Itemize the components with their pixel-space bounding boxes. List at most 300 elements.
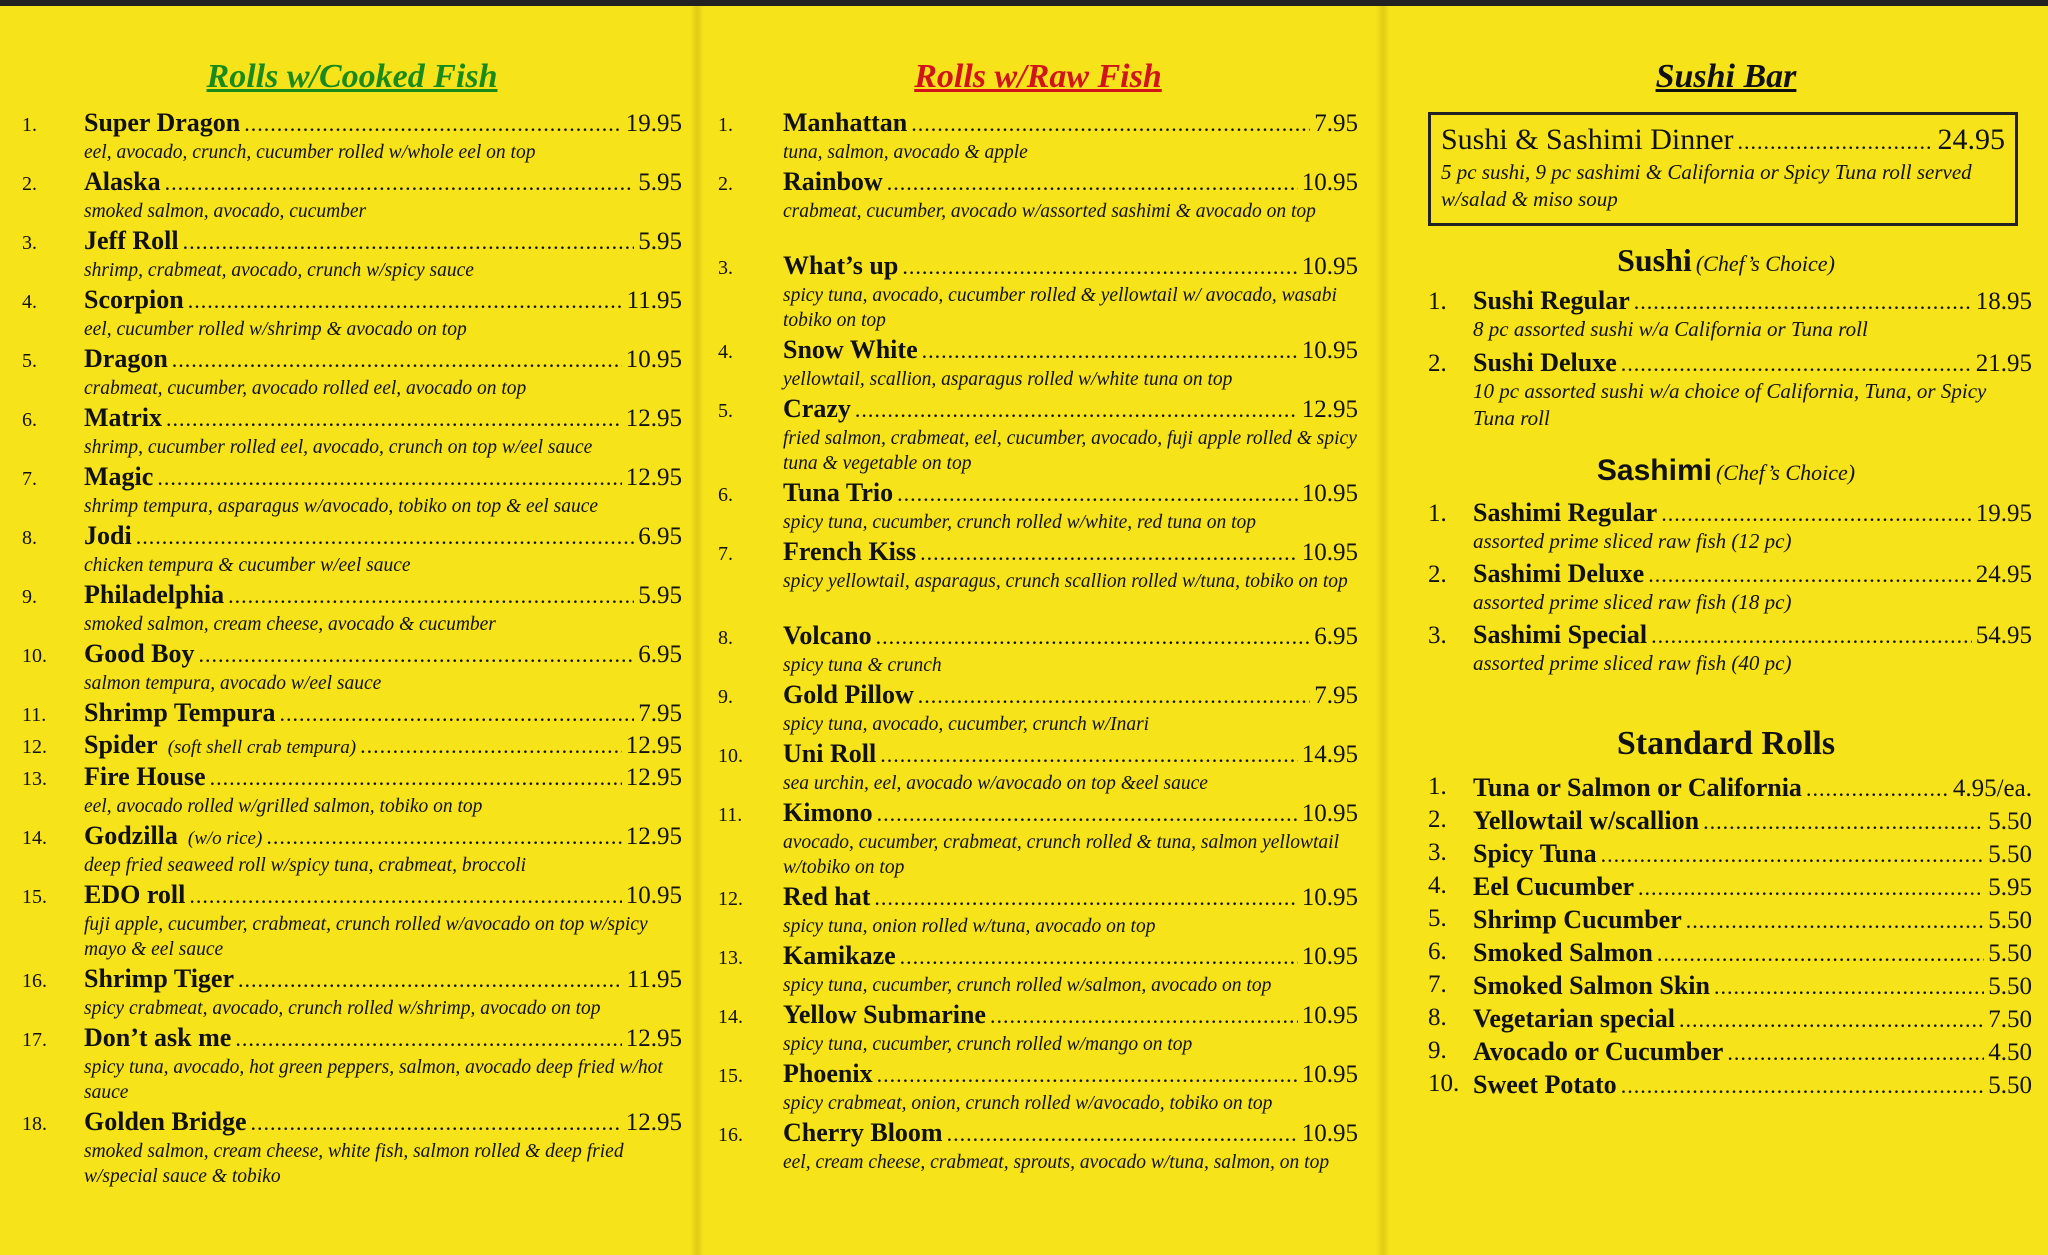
menu-item xyxy=(22,639,682,698)
dot-leader xyxy=(918,683,1311,709)
sashimi-list xyxy=(1420,498,2032,681)
item-name: Manhattan xyxy=(783,108,908,137)
item-number: 13. xyxy=(718,947,743,969)
item-number: 5. xyxy=(718,400,733,422)
item-body xyxy=(1473,559,2032,620)
item-body xyxy=(1473,905,2032,938)
item-line xyxy=(84,167,682,199)
item-price: 19.95 xyxy=(625,110,682,137)
item-body xyxy=(1473,1070,2032,1103)
item-body xyxy=(1473,620,2032,681)
dot-leader xyxy=(897,481,1298,507)
item-price: 19.95 xyxy=(1975,500,2032,527)
item-body xyxy=(783,394,1358,478)
item-body xyxy=(1473,498,2032,559)
item-price: 6.95 xyxy=(1314,623,1358,650)
menu-item xyxy=(1420,773,2032,806)
sashimi-title: Sashimi xyxy=(1596,454,1712,487)
dot-leader xyxy=(244,111,621,137)
item-body xyxy=(783,798,1358,882)
item-name: Smoked Salmon xyxy=(1473,938,1653,967)
item-number: 14. xyxy=(22,827,47,849)
item-price: 12.95 xyxy=(625,823,682,850)
item-body xyxy=(1473,1037,2032,1070)
item-name: Avocado or Cucumber xyxy=(1473,1037,1724,1066)
item-description: eel, avocado rolled w/grilled salmon, tobiko on top xyxy=(84,796,483,817)
menu-item xyxy=(718,478,1358,537)
sushi-title: Sushi xyxy=(1617,242,1692,278)
dot-leader xyxy=(947,1121,1298,1147)
item-name: What’s up xyxy=(783,251,899,280)
item-name: Spider xyxy=(84,730,158,759)
item-line xyxy=(783,1118,1358,1150)
item-name: Dragon xyxy=(84,344,168,373)
item-name: Spicy Tuna xyxy=(1473,839,1597,868)
item-body xyxy=(783,680,1358,739)
item-name: Golden Bridge xyxy=(84,1107,247,1136)
item-price: 12.95 xyxy=(625,1109,682,1136)
item-body xyxy=(1473,1004,2032,1037)
item-price: 10.95 xyxy=(1301,800,1358,827)
item-line xyxy=(783,478,1358,510)
item-description: shrimp, cucumber rolled eel, avocado, crunch on top w/eel sauce xyxy=(84,437,593,458)
menu-item xyxy=(1420,971,2032,1004)
item-description: fried salmon, crabmeat, eel, cucumber, avocado, fuji apple rolled & spicy tuna & vegetable on top xyxy=(783,428,1357,474)
item-price: 5.50 xyxy=(1988,907,2032,934)
item-name: Red hat xyxy=(783,882,871,911)
item-description: crabmeat, cucumber, avocado w/assorted sashimi & avocado on top xyxy=(783,201,1316,222)
item-body xyxy=(84,1107,682,1191)
item-description: spicy tuna & crunch xyxy=(783,655,942,676)
item-body xyxy=(84,167,682,226)
item-description: deep fried seaweed roll w/spicy tuna, crabmeat, broccoli xyxy=(84,855,527,876)
menu-item xyxy=(718,1000,1358,1059)
item-body xyxy=(1473,938,2032,971)
item-number: 8. xyxy=(1428,1004,1447,1031)
dot-leader xyxy=(877,801,1298,827)
item-name: Kimono xyxy=(783,798,873,827)
dot-leader xyxy=(210,765,622,791)
item-line xyxy=(783,108,1358,140)
cooked-fish-title: Rolls w/Cooked Fish xyxy=(206,58,498,95)
menu-item xyxy=(22,698,682,730)
dot-leader xyxy=(251,1110,622,1136)
dot-leader xyxy=(188,288,623,314)
item-name: Sweet Potato xyxy=(1473,1070,1617,1099)
menu-item xyxy=(1420,1037,2032,1070)
sushi-bar-title: Sushi Bar xyxy=(1655,58,1797,95)
sushi-heading xyxy=(1420,242,2032,286)
item-number: 10. xyxy=(1428,1070,1460,1097)
item-body xyxy=(1473,839,2032,872)
dot-leader xyxy=(902,254,1297,280)
item-body xyxy=(783,1118,1358,1177)
item-name: EDO roll xyxy=(84,880,186,909)
dot-leader xyxy=(1738,129,1934,155)
item-body xyxy=(84,639,682,698)
item-body xyxy=(783,167,1358,251)
item-body xyxy=(84,1023,682,1107)
menu-item xyxy=(22,730,682,762)
item-price: 10.95 xyxy=(1301,1120,1358,1147)
item-body xyxy=(84,226,682,285)
dot-leader xyxy=(1686,908,1985,934)
item-description: spicy tuna, avocado, hot green peppers, salmon, avocado deep fried w/hot sauce xyxy=(84,1057,663,1103)
item-name: French Kiss xyxy=(783,537,917,566)
menu-item xyxy=(718,335,1358,394)
menu-item xyxy=(718,167,1358,251)
item-line xyxy=(1473,286,2032,316)
item-price: 18.95 xyxy=(1975,288,2032,315)
item-line xyxy=(783,941,1358,973)
item-body xyxy=(84,698,682,730)
item-name: Magic xyxy=(84,462,154,491)
dot-leader xyxy=(1621,1073,1985,1099)
item-line xyxy=(1473,839,2032,869)
item-description: tuna, salmon, avocado & apple xyxy=(783,142,1028,163)
dot-leader xyxy=(1727,1040,1984,1066)
item-number: 7. xyxy=(718,543,733,565)
item-number: 13. xyxy=(22,768,47,790)
dot-leader xyxy=(199,642,635,668)
item-description: crabmeat, cucumber, avocado rolled eel, avocado on top xyxy=(84,378,527,399)
menu-item xyxy=(22,1023,682,1107)
menu-item xyxy=(718,941,1358,1000)
menu-item xyxy=(1420,559,2032,620)
item-number: 9. xyxy=(1428,1037,1447,1064)
dot-leader xyxy=(165,170,635,196)
dot-leader xyxy=(1661,501,1972,527)
item-body xyxy=(783,941,1358,1000)
dot-leader xyxy=(900,944,1298,970)
item-price: 4.95/ea. xyxy=(1952,775,2032,802)
item-name: Jeff Roll xyxy=(84,226,179,255)
item-description: assorted prime sliced raw fish (18 pc) xyxy=(1473,590,1792,614)
dot-leader xyxy=(189,883,621,909)
item-name: Jodi xyxy=(84,521,132,550)
dot-leader xyxy=(920,540,1298,566)
item-price: 12.95 xyxy=(625,464,682,491)
item-name: Eel Cucumber xyxy=(1473,872,1635,901)
item-line xyxy=(783,251,1358,283)
item-line xyxy=(84,762,682,794)
item-body xyxy=(84,730,682,762)
menu-item xyxy=(1420,839,2032,872)
dot-leader xyxy=(1806,776,1949,802)
item-body xyxy=(783,739,1358,798)
item-price: 7.95 xyxy=(638,700,682,727)
item-number: 1. xyxy=(1428,773,1447,800)
item-description: salmon tempura, avocado w/eel sauce xyxy=(84,673,382,694)
menu-item xyxy=(22,226,682,285)
item-body xyxy=(783,478,1358,537)
item-name: Uni Roll xyxy=(783,739,877,768)
item-number: 5. xyxy=(1428,905,1447,932)
item-line xyxy=(783,882,1358,914)
item-description: spicy crabmeat, avocado, crunch rolled w/shrimp, avocado on top xyxy=(84,998,601,1019)
item-line xyxy=(1473,806,2032,836)
item-number: 1. xyxy=(1428,500,1447,527)
item-body xyxy=(1473,286,2032,348)
item-description: smoked salmon, cream cheese, avocado & cucumber xyxy=(84,614,496,635)
item-number: 17. xyxy=(22,1029,47,1051)
item-body xyxy=(84,880,682,964)
item-price: 5.50 xyxy=(1988,841,2032,868)
item-price: 12.95 xyxy=(625,1025,682,1052)
item-line xyxy=(1473,498,2032,528)
item-line xyxy=(84,226,682,258)
item-description: shrimp tempura, asparagus w/avocado, tobiko on top & eel sauce xyxy=(84,496,598,517)
item-price: 10.95 xyxy=(1301,1061,1358,1088)
dot-leader xyxy=(279,701,634,727)
item-price: 5.95 xyxy=(638,169,682,196)
dot-leader xyxy=(228,583,634,609)
item-body xyxy=(84,964,682,1023)
dot-leader xyxy=(1601,842,1985,868)
item-description: smoked salmon, cream cheese, white fish, salmon rolled & deep fried w/special sauce & tobiko xyxy=(84,1141,624,1187)
item-name: Shrimp Tempura xyxy=(84,698,276,727)
item-line xyxy=(84,639,682,671)
item-line xyxy=(1473,1037,2032,1067)
item-body xyxy=(783,621,1358,680)
item-body xyxy=(1473,773,2032,806)
dot-leader xyxy=(1634,289,1972,315)
item-name: Sashimi Special xyxy=(1473,620,1648,649)
menu-item xyxy=(1420,1070,2032,1103)
menu-item xyxy=(718,394,1358,478)
item-description: assorted prime sliced raw fish (40 pc) xyxy=(1473,651,1792,675)
dot-leader xyxy=(887,170,1298,196)
item-name: Kamikaze xyxy=(783,941,896,970)
item-body xyxy=(783,882,1358,941)
item-price: 12.95 xyxy=(1301,396,1358,423)
item-line xyxy=(84,403,682,435)
dot-leader xyxy=(911,111,1310,137)
item-price: 7.50 xyxy=(1988,1006,2032,1033)
menu-item xyxy=(718,621,1358,680)
item-line xyxy=(84,698,682,730)
item-line xyxy=(783,335,1358,367)
dot-leader xyxy=(1651,623,1972,649)
item-number: 10. xyxy=(718,745,743,767)
item-number: 4. xyxy=(1428,872,1447,899)
item-body xyxy=(84,762,682,821)
item-description: 8 pc assorted sushi w/a California or Tuna roll xyxy=(1473,317,1868,341)
menu-item xyxy=(22,344,682,403)
menu-item xyxy=(22,580,682,639)
dot-leader xyxy=(880,742,1298,768)
menu-item xyxy=(718,798,1358,882)
item-body xyxy=(1473,872,2032,905)
item-body xyxy=(1473,971,2032,1004)
item-line xyxy=(783,394,1358,426)
item-price: 5.95 xyxy=(638,582,682,609)
item-price: 10.95 xyxy=(1301,480,1358,507)
item-name: Tuna or Salmon or California xyxy=(1473,773,1802,802)
item-price: 5.50 xyxy=(1988,1072,2032,1099)
standard-rolls-list xyxy=(1420,773,2032,1103)
item-body xyxy=(84,108,682,167)
item-price: 4.50 xyxy=(1988,1039,2032,1066)
item-number: 6. xyxy=(22,409,37,431)
dinner-description: 5 pc sushi, 9 pc sashimi & California or Spicy Tuna roll served w/salad & miso soup xyxy=(1441,160,1972,211)
item-line xyxy=(783,167,1358,199)
dot-leader xyxy=(266,824,621,850)
item-number: 9. xyxy=(718,686,733,708)
item-price: 10.95 xyxy=(1301,539,1358,566)
menu-item xyxy=(1420,498,2032,559)
item-price: 10.95 xyxy=(1301,169,1358,196)
item-description: spicy tuna, onion rolled w/tuna, avocado on top xyxy=(783,916,1156,937)
menu-item xyxy=(22,762,682,821)
item-line xyxy=(84,730,682,762)
item-name: Fire House xyxy=(84,762,206,791)
menu-item xyxy=(22,1107,682,1191)
dot-leader xyxy=(1703,809,1984,835)
menu-item xyxy=(718,680,1358,739)
item-line xyxy=(1473,348,2032,378)
item-price: 10.95 xyxy=(1301,337,1358,364)
item-name: Phoenix xyxy=(783,1059,873,1088)
item-name: Yellow Submarine xyxy=(783,1000,986,1029)
item-description: eel, cream cheese, crabmeat, sprouts, avocado w/tuna, salmon, on top xyxy=(783,1152,1330,1173)
cooked-fish-list xyxy=(22,108,682,1191)
dot-leader xyxy=(1648,562,1972,588)
menu-item xyxy=(22,108,682,167)
dinner-price: 24.95 xyxy=(1937,123,2005,156)
menu-item xyxy=(22,821,682,880)
item-number: 4. xyxy=(718,341,733,363)
panel-sushi-bar xyxy=(1420,6,2032,1255)
item-line xyxy=(84,1107,682,1139)
item-body xyxy=(783,1059,1358,1118)
menu-item xyxy=(718,108,1358,167)
item-line xyxy=(783,537,1358,569)
dinner-special-box xyxy=(1428,112,2018,226)
standard-rolls-title: Standard Rolls xyxy=(1616,725,1836,762)
item-description: avocado, cucumber, crabmeat, crunch rolled & tuna, salmon yellowtail w/tobiko on top xyxy=(783,832,1340,878)
item-name: Don’t ask me xyxy=(84,1023,232,1052)
item-description: yellowtail, scallion, asparagus rolled w/white tuna on top xyxy=(783,369,1233,390)
item-body xyxy=(84,821,682,880)
item-name: Super Dragon xyxy=(84,108,241,137)
item-line xyxy=(783,739,1358,771)
item-price: 12.95 xyxy=(625,764,682,791)
item-price: 14.95 xyxy=(1301,741,1358,768)
item-name: Snow White xyxy=(783,335,918,364)
item-number: 2. xyxy=(22,173,37,195)
dot-leader xyxy=(235,1026,621,1052)
item-price: 10.95 xyxy=(625,346,682,373)
dot-leader xyxy=(922,338,1298,364)
item-line xyxy=(84,880,682,912)
item-price: 12.95 xyxy=(625,732,682,759)
item-number: 8. xyxy=(22,527,37,549)
item-description: spicy tuna, cucumber, crunch rolled w/mango on top xyxy=(783,1034,1193,1055)
dot-leader xyxy=(874,885,1297,911)
item-price: 11.95 xyxy=(626,966,682,993)
dot-leader xyxy=(1714,974,1984,1000)
item-name: Sushi Regular xyxy=(1473,286,1630,315)
item-body xyxy=(1473,806,2032,839)
menu-item xyxy=(22,462,682,521)
item-description: chicken tempura & cucumber w/eel sauce xyxy=(84,555,411,576)
dot-leader xyxy=(877,1062,1298,1088)
item-line xyxy=(84,462,682,494)
item-line xyxy=(84,964,682,996)
item-number: 12. xyxy=(718,888,743,910)
item-body xyxy=(783,251,1358,335)
item-name: Scorpion xyxy=(84,285,184,314)
item-name: Rainbow xyxy=(783,167,883,196)
item-line xyxy=(1473,905,2032,935)
dot-leader xyxy=(1621,351,1972,377)
item-name: Alaska xyxy=(84,167,161,196)
item-price: 6.95 xyxy=(638,641,682,668)
item-body xyxy=(783,537,1358,621)
menu-item xyxy=(22,880,682,964)
item-name: Vegetarian special xyxy=(1473,1004,1675,1033)
item-line xyxy=(783,621,1358,653)
item-number: 11. xyxy=(718,804,743,826)
item-body xyxy=(84,285,682,344)
item-price: 10.95 xyxy=(625,882,682,909)
item-price: 7.95 xyxy=(1314,682,1358,709)
sushi-subtitle: (Chef’s Choice) xyxy=(1695,251,1835,276)
dot-leader xyxy=(166,406,622,432)
menu-item xyxy=(22,167,682,226)
item-number: 1. xyxy=(718,114,733,136)
item-number: 7. xyxy=(22,468,37,490)
item-line xyxy=(1473,971,2032,1001)
item-line xyxy=(783,1059,1358,1091)
item-line xyxy=(1473,938,2032,968)
dot-leader xyxy=(183,229,635,255)
menu-item xyxy=(1420,348,2032,436)
dot-leader xyxy=(136,524,635,550)
item-price: 5.95 xyxy=(1988,874,2032,901)
item-number: 18. xyxy=(22,1113,47,1135)
item-number: 16. xyxy=(22,970,47,992)
panel-fold-left xyxy=(690,6,704,1255)
item-number: 2. xyxy=(1428,806,1447,833)
item-line xyxy=(84,580,682,612)
item-line xyxy=(1473,1070,2032,1100)
item-name: Smoked Salmon Skin xyxy=(1473,971,1710,1000)
item-line xyxy=(1473,620,2032,650)
item-line xyxy=(783,798,1358,830)
menu-item xyxy=(22,403,682,462)
item-number: 2. xyxy=(1428,350,1447,377)
item-body xyxy=(84,521,682,580)
item-description: shrimp, crabmeat, avocado, crunch w/spicy sauce xyxy=(84,260,474,281)
menu-item xyxy=(718,1059,1358,1118)
item-price: 10.95 xyxy=(1301,884,1358,911)
item-price: 54.95 xyxy=(1975,622,2032,649)
dot-leader xyxy=(1657,941,1984,967)
item-description: spicy crabmeat, onion, crunch rolled w/avocado, tobiko on top xyxy=(783,1093,1273,1114)
sushi-list xyxy=(1420,286,2032,436)
item-price: 5.50 xyxy=(1988,973,2032,1000)
panel-cooked-fish-rolls xyxy=(22,6,682,1255)
item-description: spicy tuna, avocado, cucumber rolled & yellowtail w/ avocado, wasabi tobiko on top xyxy=(783,285,1337,331)
item-price: 24.95 xyxy=(1975,561,2032,588)
dot-leader xyxy=(855,397,1298,423)
item-description: 10 pc assorted sushi w/a choice of California, Tuna, or Spicy Tuna roll xyxy=(1473,379,1987,430)
dot-leader xyxy=(172,347,622,373)
menu-item xyxy=(1420,1004,2032,1037)
item-line xyxy=(1473,559,2032,589)
